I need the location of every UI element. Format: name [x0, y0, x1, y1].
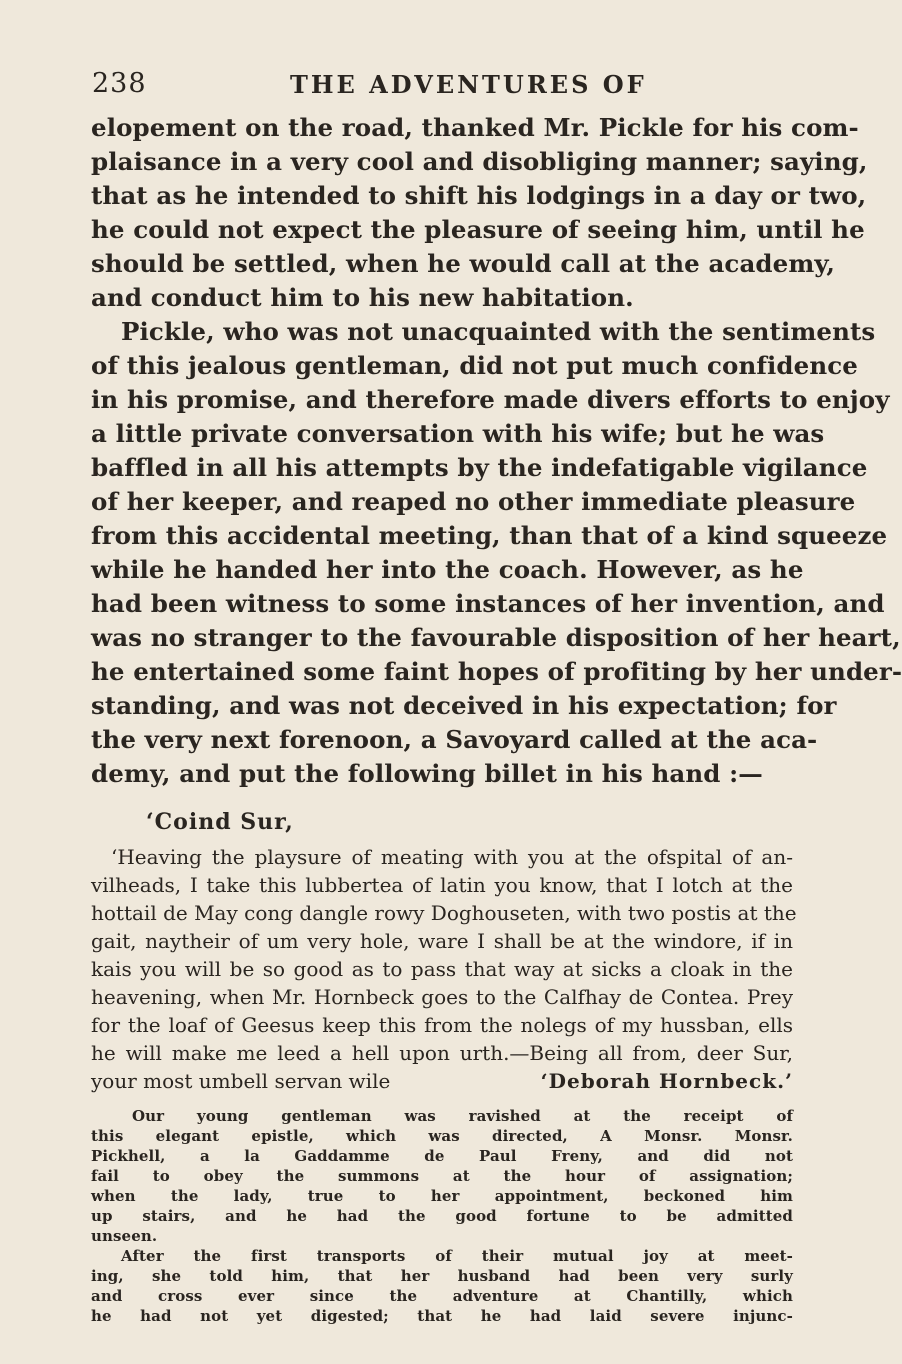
page-header	[92, 68, 752, 102]
text-line: baffled in all his attempts by the indefatigable vigilance	[91, 453, 868, 482]
text-line: he had not yet digested; that he had laid severe injunc-	[91, 1307, 793, 1325]
text-line: demy, and put the following billet in his hand :—	[91, 759, 763, 788]
text-line: and cross ever since the adventure at Chantilly, which	[91, 1287, 793, 1305]
text-line: After the first transports of their mutual joy at meet-	[121, 1247, 793, 1265]
text-line: while he handed her into the coach. However, as he	[91, 555, 804, 584]
running-title: THE ADVENTURES OF	[290, 70, 647, 99]
text-line: plaisance in a very cool and disobliging manner; saying,	[91, 147, 868, 176]
text-line: when the lady, true to her appointment, beckoned him	[91, 1187, 793, 1205]
page-number: 238	[92, 68, 147, 99]
text-line: was no stranger to the favourable disposition of her heart,	[91, 623, 901, 652]
letter-line: your most umbell servan wile	[91, 1069, 391, 1093]
letter-line: he will make me leed a hell upon urth.—Being all from, deer Sur,	[91, 1041, 793, 1065]
text-line: he entertained some faint hopes of profiting by her under-	[91, 657, 902, 686]
text-line: in his promise, and therefore made divers efforts to enjoy	[91, 385, 890, 414]
text-line: ing, she told him, that her husband had been very surly	[91, 1267, 793, 1285]
text-line: this elegant epistle, which was directed, A Monsr. Monsr.	[91, 1127, 793, 1145]
text-line: and conduct him to his new habitation.	[91, 283, 634, 312]
text-line: Pickhell, a la Gaddamme de Paul Freny, and did not	[91, 1147, 793, 1165]
text-line: Pickle, who was not unacquainted with the sentiments	[121, 317, 876, 346]
letter-line: gait, naytheir of um very hole, ware I shall be at the windore, if in	[91, 929, 793, 953]
text-line: that as he intended to shift his lodgings in a day or two,	[91, 181, 867, 210]
text-line: should be settled, when he would call at the academy,	[91, 249, 835, 278]
letter-salutation: ‘Coind Sur,	[146, 809, 294, 835]
text-line: from this accidental meeting, than that of a kind squeeze	[91, 521, 888, 550]
text-line: the very next forenoon, a Savoyard called at the aca-	[91, 725, 818, 754]
text-line: had been witness to some instances of her invention, and	[91, 589, 885, 618]
letter-signature: ‘Deborah Hornbeck.’	[540, 1069, 793, 1093]
text-line: up stairs, and he had the good fortune to be admitted	[91, 1207, 793, 1225]
letter-line: heavening, when Mr. Hornbeck goes to the Calfhay de Contea. Prey	[91, 985, 793, 1009]
text-line: fail to obey the summons at the hour of assignation;	[91, 1167, 793, 1185]
text-line: of her keeper, and reaped no other immediate pleasure	[91, 487, 856, 516]
text-line: a little private conversation with his wife; but he was	[91, 419, 825, 448]
letter-line: hottail de May cong dangle rowy Doghouseten, with two postis at the	[91, 901, 797, 925]
text-line: unseen.	[91, 1227, 158, 1245]
text-line: standing, and was not deceived in his expectation; for	[91, 691, 837, 720]
text-line: elopement on the road, thanked Mr. Pickle for his com-	[91, 113, 859, 142]
letter-line: ‘Heaving the playsure of meating with you at the ofspital of an-	[111, 845, 793, 869]
letter-line: kais you will be so good as to pass that way at sicks a cloak in the	[91, 957, 793, 981]
text-line: of this jealous gentleman, did not put much confidence	[91, 351, 858, 380]
letter-line: for the loaf of Geesus keep this from the nolegs of my hussban, ells	[91, 1013, 793, 1037]
letter-line: vilheads, I take this lubbertea of latin you know, that I lotch at the	[91, 873, 793, 897]
text-line: he could not expect the pleasure of seeing him, until he	[91, 215, 865, 244]
text-line: Our young gentleman was ravished at the receipt of	[132, 1107, 793, 1125]
